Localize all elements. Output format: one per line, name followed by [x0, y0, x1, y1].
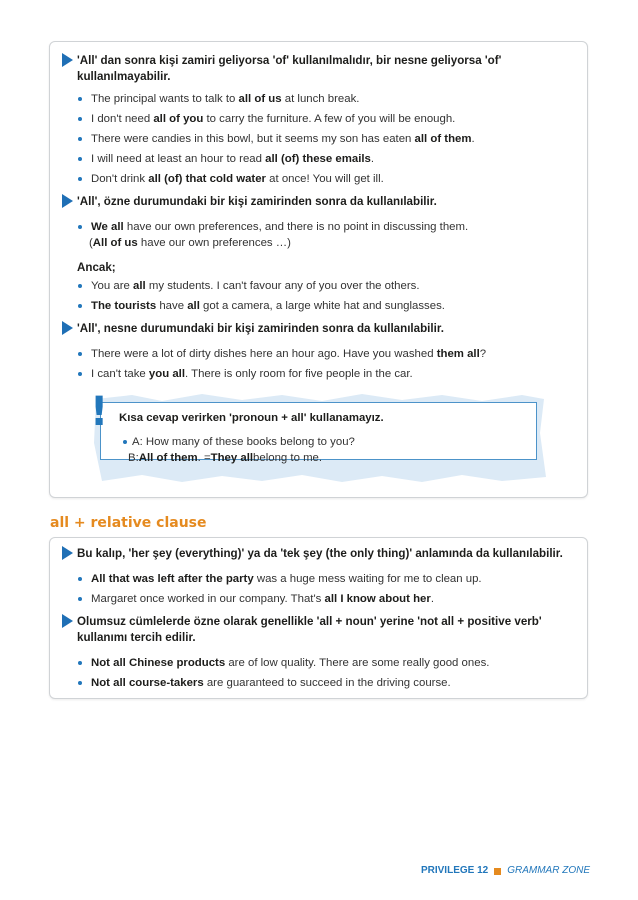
example-item: The tourists have all got a camera, a large white hat and sunglasses.: [76, 298, 576, 314]
example-item: Don't drink all (of) that cold water at once! You will get ill.: [76, 171, 576, 187]
warning-note: [90, 389, 548, 483]
rule-text: Olumsuz cümlelerde özne olarak genellikle 'all + noun' yerine 'not all + positive verb' kullanımı tercih edilir.: [77, 615, 542, 644]
bullet-dot-icon: [78, 284, 82, 288]
example-item: Margaret once worked in our company. That's all I know about her.: [76, 591, 576, 607]
bullet-dot-icon: [78, 597, 82, 601]
example-item: I will need at least an hour to read all (of) these emails.: [76, 151, 576, 167]
example-item: All that was left after the party was a huge mess waiting for me to clean up.: [76, 571, 576, 587]
example-item: There were a lot of dirty dishes here an hour ago. Have you washed them all?: [76, 346, 576, 362]
bullet-dot-icon: [78, 577, 82, 581]
example-item: We all have our own preferences, and there is no point in discussing them.: [76, 219, 576, 235]
note-example-question: A: How many of these books belong to you?: [123, 434, 355, 450]
bullet-dot-icon: [78, 372, 82, 376]
rule-text: 'All', özne durumundaki bir kişi zamirinden sonra da kullanılabilir.: [77, 195, 437, 208]
example-item: The principal wants to talk to all of us at lunch break.: [76, 91, 576, 107]
rule-subject-pronoun-all: [62, 194, 572, 210]
example-paraphrase: (All of us have our own preferences …): [89, 237, 291, 249]
exclamation-icon: !: [90, 389, 109, 435]
note-title: Kısa cevap verirken 'pronoun + all' kullanamayız.: [119, 412, 384, 424]
page-footer: [421, 865, 590, 877]
triangle-bullet-icon: [62, 53, 73, 67]
example-item: Not all course-takers are guaranteed to succeed in the driving course.: [76, 675, 576, 691]
rule-not-all: [62, 614, 572, 646]
bullet-dot-icon: [78, 157, 82, 161]
rule-text: 'All' dan sonra kişi zamiri geliyorsa 'of' kullanılmalıdır, bir nesne geliyorsa 'of' kullanılmayabilir.: [77, 54, 502, 83]
ancak-label: Ancak;: [77, 261, 116, 274]
example-item: I can't take you all. There is only room for five people in the car.: [76, 366, 576, 382]
rule-object-pronoun-all: [62, 321, 572, 337]
rule-text: 'All', nesne durumundaki bir kişi zamirinden sonra da kullanılabilir.: [77, 322, 444, 335]
rule-text: Bu kalıp, 'her şey (everything)' ya da 'tek şey (the only thing)' anlamında da kullanılabilir.: [77, 547, 563, 560]
example-item: There were candies in this bowl, but it seems my son has eaten all of them.: [76, 131, 576, 147]
example-item: I don't need all of you to carry the furniture. A few of you will be enough.: [76, 111, 576, 127]
bullet-dot-icon: [78, 304, 82, 308]
example-item: You are all my students. I can't favour any of you over the others.: [76, 278, 576, 294]
triangle-bullet-icon: [62, 321, 73, 335]
footer-section: GRAMMAR ZONE: [507, 865, 590, 876]
bullet-dot-icon: [78, 225, 82, 229]
triangle-bullet-icon: [62, 614, 73, 628]
example-item: Not all Chinese products are of low quality. There are some really good ones.: [76, 655, 576, 671]
bullet-dot-icon: [78, 97, 82, 101]
bullet-dot-icon: [123, 440, 127, 444]
rule-all-of: [62, 53, 572, 85]
section-title: all + relative clause: [50, 515, 207, 531]
note-example-answer: B: All of them . = They all belong to me.: [128, 452, 323, 464]
rule-everything-meaning: [62, 546, 572, 562]
triangle-bullet-icon: [62, 194, 73, 208]
bullet-dot-icon: [78, 137, 82, 141]
square-separator-icon: [494, 868, 501, 875]
bullet-dot-icon: [78, 681, 82, 685]
bullet-dot-icon: [78, 177, 82, 181]
bullet-dot-icon: [78, 661, 82, 665]
bullet-dot-icon: [78, 352, 82, 356]
footer-brand: PRIVILEGE 12: [420, 865, 489, 876]
bullet-dot-icon: [78, 117, 82, 121]
triangle-bullet-icon: [62, 546, 73, 560]
